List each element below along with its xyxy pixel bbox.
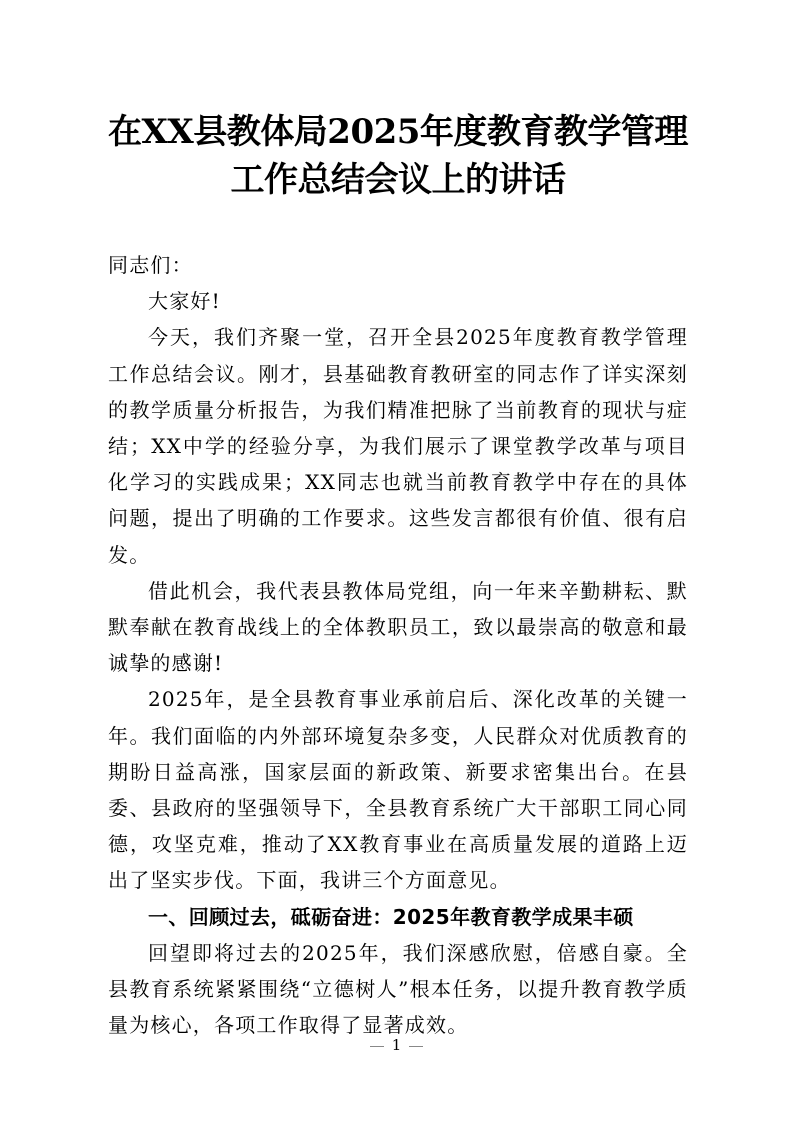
document-title: 在XX县教体局2025年度教育教学管理工作总结会议上的讲话 [108, 112, 688, 200]
section-heading-1: 一、回顾过去，砥砺奋进：2025年教育教学成果丰硕 [148, 904, 634, 929]
paragraph-review: 回望即将过去的2025年，我们深感欣慰，倍感自豪。全县教育系统紧紧围绕“立德树人”根本任务，以提升教育教学质量为核心，各项工作取得了显著成效。 [108, 940, 688, 1038]
document-page [108, 108, 688, 1043]
greeting: 大家好! [148, 289, 221, 314]
paragraph-thanks: 借此机会，我代表县教体局党组，向一年来辛勤耕耘、默默奉献在教育战线上的全体教职员工，致以最崇高的敬意和最诚挚的感谢! [108, 578, 688, 676]
document-body [108, 247, 688, 1043]
footer-dash-left [370, 1046, 384, 1047]
salutation: 同志们： [108, 253, 193, 277]
paragraph-opening: 今天，我们齐聚一堂，召开全县2025年度教育教学管理工作总结会议。刚才，县基础教育教研室的同志作了详实深刻的教学质量分析报告，为我们精准把脉了当前教育的现状与症结；XX中学的经验分享，为我们展示了课堂教学改革与项目化学习的实践成果；XX同志也就当前教育教学中存在的具体问题，提出了明确的工作要求。这些发言都很有价值、很有启发。 [108, 325, 688, 567]
page-footer [0, 1036, 793, 1054]
footer-dash-right [409, 1046, 423, 1047]
paragraph-context: 2025年，是全县教育事业承前启后、深化改革的关键一年。我们面临的内外部环境复杂多变，人民群众对优质教育的期盼日益高涨，国家层面的新政策、新要求密集出台。在县委、县政府的坚强领导下，全县教育系统广大干部职工同心同德，攻坚克难，推动了XX教育事业在高质量发展的道路上迈出了坚实步伐。下面，我讲三个方面意见。 [108, 687, 688, 893]
page-number: 1 [391, 1036, 402, 1054]
